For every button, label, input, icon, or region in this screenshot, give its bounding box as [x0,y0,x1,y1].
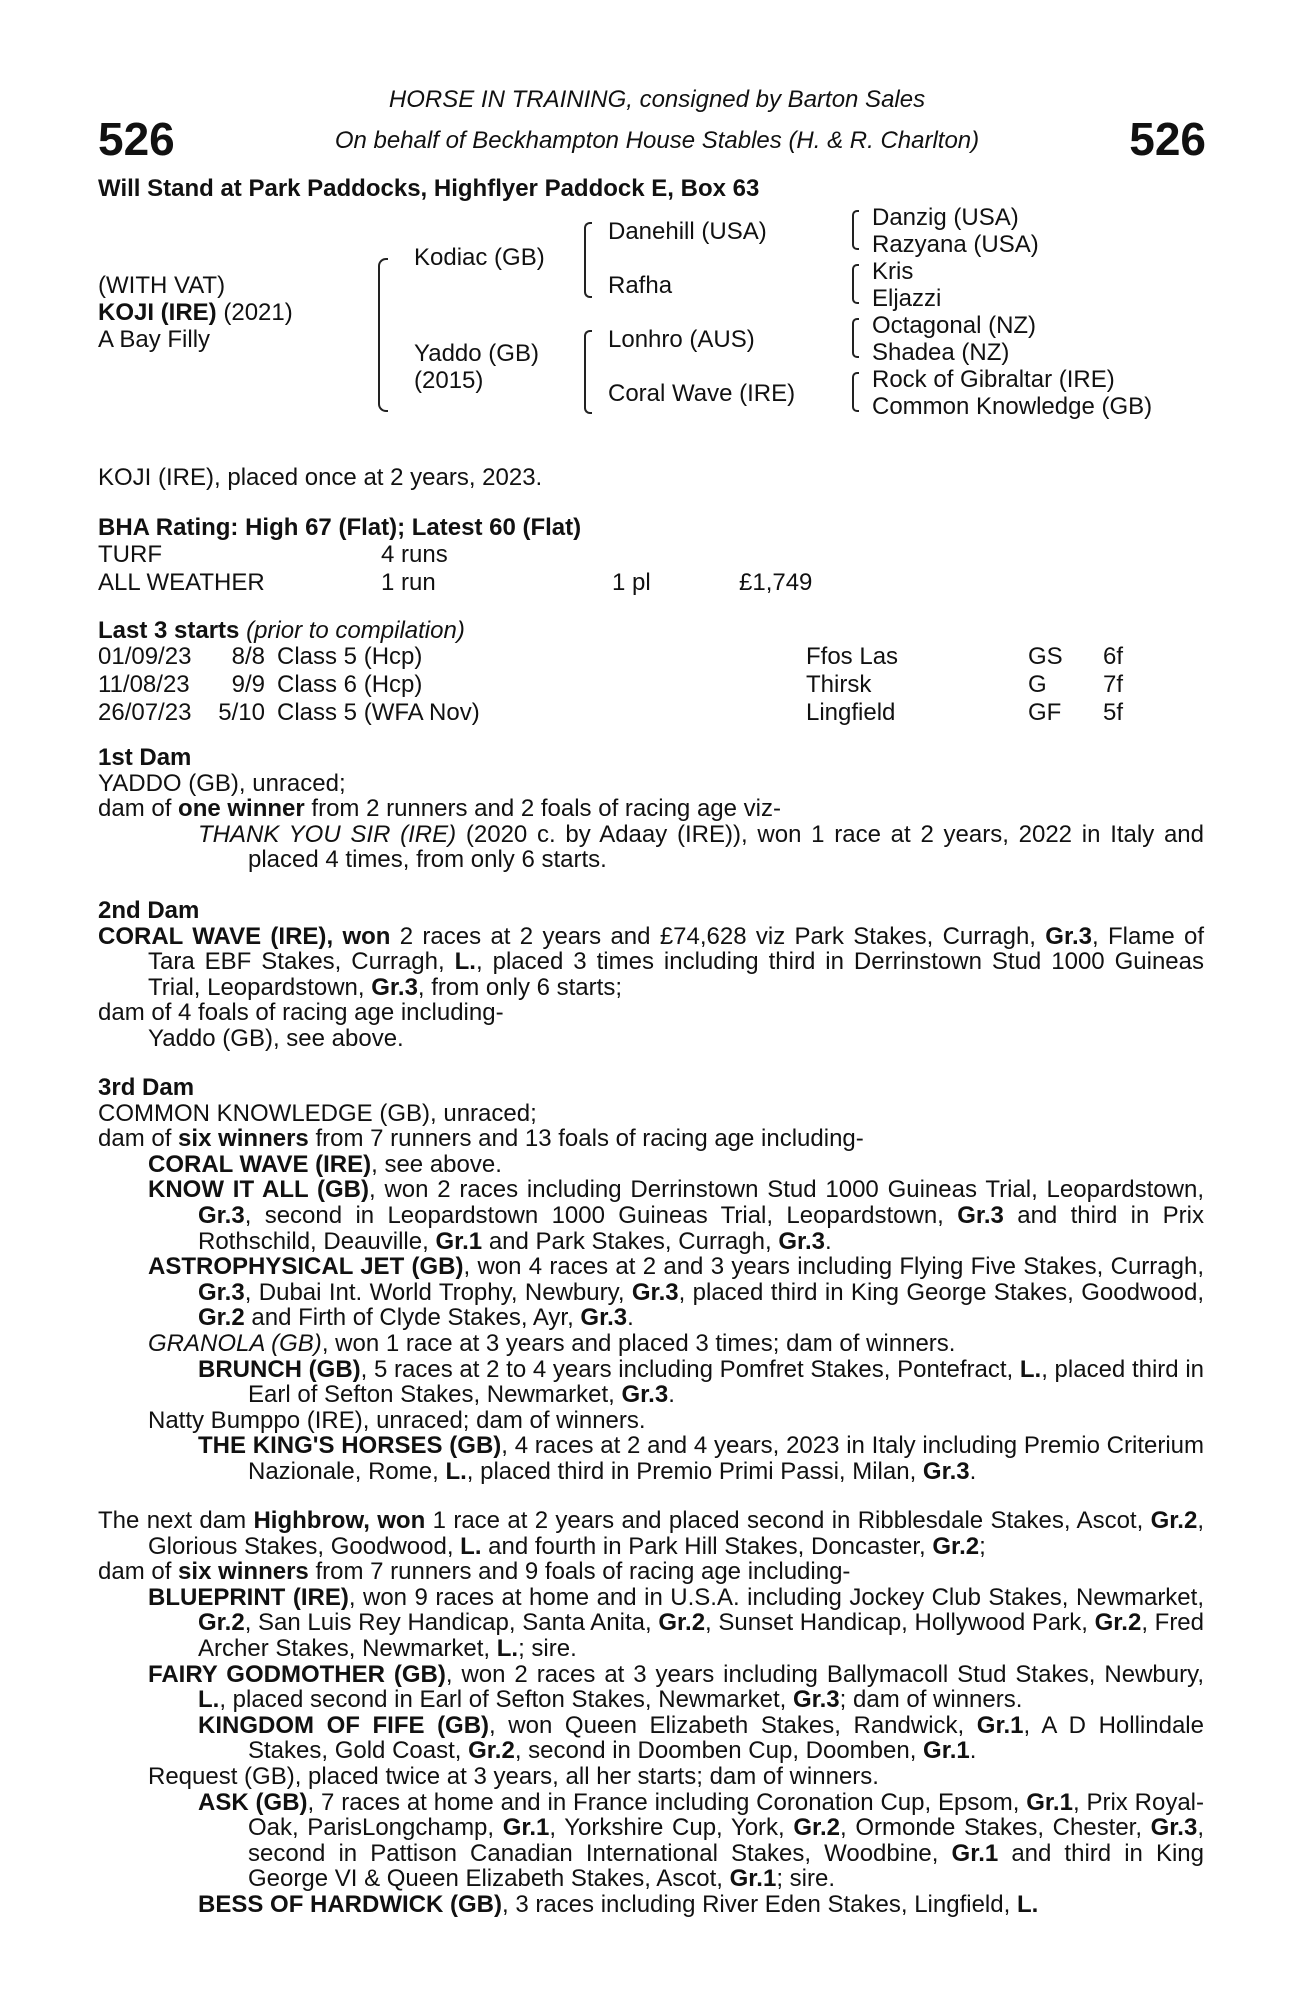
start-date: 11/08/23 [98,671,190,698]
rating-table [98,541,812,597]
text: , placed third in Earl of Sefton Stakes, Newmarket, [248,1355,1204,1409]
horse-name: BLUEPRINT (IRE) [148,1583,349,1611]
start-position: 9/9 [231,671,265,698]
text: and third in King George VI & Queen Elizabeth Stakes, Ascot, [248,1839,1204,1893]
text: , San Luis Rey Handicap, Santa Anita, [244,1609,659,1637]
text: , see above. [371,1150,502,1178]
produce-item: Request (GB), placed twice at 3 years, all her starts; dam of winners. [148,1762,879,1790]
grade: L. [454,948,476,976]
start-course: Ffos Las [806,643,899,670]
text: , Fred Archer Stakes, Newmarket, [198,1609,1205,1662]
start-going: G [1028,671,1047,698]
grade: Gr.1 [502,1814,550,1842]
third-dam-produce [98,1126,1204,1152]
brace-sd [852,264,859,304]
text: , Flame of Tara EBF Stakes, Curragh, [148,922,1205,976]
text: , A D Hollindale Stakes, Gold Coast, [248,1711,1204,1765]
text: dam of [98,1125,179,1153]
produce-item [98,1790,1204,1892]
produce-item [98,1713,1204,1764]
grade: L. [1019,1355,1042,1383]
text: , Sunset Handicap, Hollywood Park, [705,1609,1095,1637]
text: , won 9 races at home and in U.S.A. including Jockey Club Stakes, Newmarket, [348,1583,1204,1611]
horse-name: ASTROPHYSICAL JET (GB) [148,1253,464,1281]
vat-note: (WITH VAT) [98,272,226,299]
grade: Gr.3 [957,1201,1004,1229]
text: from 7 runners and 9 foals of racing age including- [308,1558,851,1586]
grade: Gr.3 [631,1278,679,1306]
grade: Gr.2 [793,1814,841,1842]
first-dam-section [98,745,1204,873]
produce-item [98,1152,1204,1178]
brace-ds [852,318,859,358]
next-dam-produce [98,1559,1204,1585]
third-dam-line: COMMON KNOWLEDGE (GB), unraced; [98,1099,537,1127]
dd-dam: Common Knowledge (GB) [872,393,1153,420]
second-dam-produce: dam of 4 foals of racing age including- [98,999,504,1027]
surface: TURF [98,541,162,568]
grade: Gr.3 [1150,1814,1198,1842]
sire: Kodiac (GB) [414,244,545,271]
text: The next dam [98,1507,254,1534]
table-row [98,643,1123,671]
text: , second in Leopardstown 1000 Guineas Trial, Leopardstown, [244,1201,958,1229]
grade: Gr.3 [792,1686,840,1714]
text: . [627,1304,634,1332]
grade: Gr.2 [198,1304,245,1332]
brace-dd [852,372,859,412]
text: dam of [98,795,179,823]
ss-dam: Razyana (USA) [872,231,1039,258]
grade: Gr.3 [198,1278,245,1306]
consignor-line: HORSE IN TRAINING, consigned by Barton Sales [388,86,926,113]
winners-count: six winners [178,1125,309,1153]
horse-name: BRUNCH (GB) [198,1355,361,1383]
horse-name-line [98,299,293,327]
grade: L. [1016,1890,1039,1918]
runs: 1 run [381,569,436,596]
start-date: 26/07/23 [98,699,192,726]
produce-item [98,1357,1204,1408]
text: , 5 races at 2 to 4 years including Pomfret Stakes, Pontefract, [360,1355,1020,1383]
start-distance: 7f [1103,671,1124,698]
grade: Gr.3 [580,1304,628,1332]
text: , Dubai Int. World Trophy, Newbury, [244,1278,632,1306]
horse-name: FAIRY GODMOTHER (GB) [148,1660,446,1688]
grade: Gr.2 [932,1532,980,1560]
text: and Firth of Clyde Stakes, Ayr, [244,1304,581,1332]
text: , Prix Royal-Oak, ParisLongchamp, [248,1788,1205,1842]
grade: Gr.3 [1045,922,1092,950]
third-dam-section [98,1075,1204,1485]
text: , second in Doomben Cup, Doomben, [514,1737,924,1765]
starts-note: (prior to compilation) [239,617,465,644]
table-row [98,699,1123,727]
grade: Gr.2 [468,1737,515,1765]
second-dam-section [98,898,1204,1052]
start-race: Class 5 (Hcp) [277,643,423,670]
start-date: 01/09/23 [98,643,192,670]
stand-location: Will Stand at Park Paddocks, Highflyer Paddock E, Box 63 [98,175,760,202]
table-row [98,541,812,569]
dam-sire: Lonhro (AUS) [608,326,755,353]
prize: £1,749 [739,569,813,596]
start-race: Class 6 (Hcp) [277,671,423,698]
text: ; sire. [776,1865,835,1893]
start-course: Thirsk [806,671,872,698]
winners-count: six winners [178,1558,309,1586]
grade: L. [496,1634,519,1662]
start-race: Class 5 (WFA Nov) [277,699,480,726]
text: from 2 runners and 2 foals of racing age viz- [304,795,781,823]
rating-title: BHA Rating: High 67 (Flat); Latest 60 (Flat) [98,514,582,541]
start-position: 8/8 [231,643,265,670]
produce-item [98,1177,1204,1254]
second-dam-record [98,924,1204,1001]
start-distance: 5f [1103,699,1124,726]
horse-name: THE KING'S HORSES (GB) [198,1432,502,1460]
starts-title: Last 3 starts [98,617,240,644]
foal-name: THANK YOU SIR (IRE) [198,820,457,848]
grade: L. [445,1457,467,1485]
horse-name: ASK (GB) [198,1788,308,1816]
produce-item [98,1254,1204,1331]
text: , won 2 races at 3 years including Ballymacoll Stud Stakes, Newbury, [445,1660,1204,1688]
text: dam of [98,1558,179,1586]
starts-table [98,643,1123,727]
starts-title-line [98,617,465,645]
dd-sire: Rock of Gibraltar (IRE) [872,366,1115,393]
text: , won 4 races at 2 and 3 years including Flying Five Stakes, Curragh, [463,1253,1204,1281]
text: and third in Prix Rothschild, Deauville, [198,1201,1204,1255]
text: . [969,1737,977,1765]
runs: 4 runs [381,541,448,568]
text: ; [979,1532,986,1560]
text: , [326,922,343,950]
text: , 3 races including River Eden Stakes, Lingfield, [501,1890,1017,1918]
horse-name: KNOW IT ALL (GB) [148,1176,369,1204]
sire-sire: Danehill (USA) [608,218,767,245]
sire-dam: Rafha [608,272,673,299]
race-summary: KOJI (IRE), placed once at 2 years, 2023. [98,464,543,491]
horse-name: CORAL WAVE (IRE) [148,1150,372,1178]
text: . [825,1227,832,1255]
lot-number-left: 526 [98,113,175,165]
text: , Glorious Stakes, Goodwood, [148,1507,1204,1560]
grade: Gr.2 [1094,1609,1142,1637]
text: , placed second in Earl of Sefton Stakes, Newmarket, [219,1686,793,1714]
first-dam-title: 1st Dam [98,744,192,771]
text: , won 1 race at 3 years and placed 3 times; dam of winners. [321,1329,956,1357]
grade: Gr.2 [658,1609,706,1637]
brace-dam [584,330,592,414]
text: , Yorkshire Cup, York, [549,1814,794,1842]
produce-item [98,1662,1204,1713]
grade: Gr.1 [923,1737,970,1765]
text: 2 races at 2 years and £74,628 viz Park Stakes, Curragh, [390,922,1046,950]
grade: Gr.1 [435,1227,483,1255]
second-dam-foal: Yaddo (GB), see above. [148,1024,404,1052]
start-going: GF [1028,699,1062,726]
next-dam-record [98,1508,1204,1559]
table-row [98,671,1123,699]
text: , [363,1507,378,1534]
text: , placed 3 times including third in Derrinstown Stud 1000 Guineas Trial, Leopardstown, [148,948,1204,1001]
surface: ALL WEATHER [98,569,265,596]
places [612,541,739,569]
dam: Yaddo (GB) [414,340,539,367]
start-course: Lingfield [806,699,896,726]
ds-sire: Octagonal (NZ) [872,312,1037,339]
start-position: 5/10 [218,699,265,726]
text: 1 race at 2 years and placed second in Ribblesdale Stakes, Ascot, [425,1507,1151,1534]
text: won [377,1507,426,1534]
brace-ss [852,210,859,250]
dam-dam: Coral Wave (IRE) [608,380,796,407]
next-dam-section [98,1508,1204,1918]
text: , 7 races at home and in France including Coronation Cup, Epsom, [307,1788,1027,1816]
produce-item: Natty Bumppo (IRE), unraced; dam of winners. [148,1406,646,1434]
text: ; dam of winners. [839,1686,1023,1714]
grade: Gr.1 [1026,1788,1073,1816]
grade: Gr.2 [198,1609,245,1637]
text: , won 2 races including Derrinstown Stud 1000 Guineas Trial, Leopardstown, [369,1176,1204,1204]
text: . [668,1381,675,1409]
first-dam-line: YADDO (GB), unraced; [98,769,346,797]
on-behalf-line: On behalf of Beckhampton House Stables (H. & R. Charlton) [334,127,980,154]
dam-year: (2015) [414,367,484,394]
grade: L. [198,1686,220,1714]
text: , 4 races at 2 and 4 years, 2023 in Italy including Premio Criterium Nazionale, Rome, [248,1432,1204,1485]
grade: Gr.3 [778,1227,826,1255]
lot-number-right: 526 [1129,113,1206,165]
text: , placed third in King George Stakes, Goodwood, [678,1278,1204,1306]
grade: Gr.3 [198,1201,245,1229]
horse-description: A Bay Filly [98,326,211,353]
sd-dam: Eljazzi [872,285,942,312]
text: won [342,922,391,950]
grade: Gr.2 [1150,1507,1198,1534]
produce-item [98,1585,1204,1662]
grade: Gr.1 [976,1711,1024,1739]
first-dam-produce [98,796,1204,822]
prize [739,541,812,569]
grade: Gr.1 [951,1839,999,1867]
dam-name: Highbrow [253,1507,364,1534]
horse-name: KINGDOM OF FIFE (GB) [198,1711,490,1739]
second-dam-title: 2nd Dam [98,897,200,924]
produce-item [98,1892,1204,1918]
text: , second in Pattison Canadian International Stakes, Woodbine, [248,1814,1204,1867]
dam-name: CORAL WAVE (IRE) [98,922,327,950]
brace-sire [584,222,592,298]
ss-sire: Danzig (USA) [872,204,1019,231]
first-dam-foal [98,822,1204,873]
grade: Gr.3 [922,1457,970,1485]
third-dam-title: 3rd Dam [98,1074,195,1101]
winners-count: one winner [178,795,305,823]
produce-item [98,1433,1204,1484]
places: 1 pl [612,569,651,596]
text: and fourth in Park Hill Stakes, Doncaster, [481,1532,933,1560]
brace-main [378,258,388,412]
grade: Gr.3 [371,973,418,1001]
horse-year: (2021) [216,299,293,326]
start-going: GS [1028,643,1063,670]
text: . [969,1457,977,1485]
horse-name: GRANOLA (GB) [148,1329,322,1357]
text: from 7 runners and 13 foals of racing age including- [308,1125,864,1153]
text: , from only 6 starts; [417,973,622,1001]
horse-name: BESS OF HARDWICK (GB) [198,1890,502,1918]
table-row [98,569,812,597]
horse-name: KOJI (IRE) [98,299,217,326]
text: , won Queen Elizabeth Stakes, Randwick, [489,1711,977,1739]
grade: L. [460,1532,482,1560]
grade: Gr.3 [621,1381,669,1409]
text: , placed third in Premio Primi Passi, Milan, [466,1457,923,1485]
text: and Park Stakes, Curragh, [482,1227,779,1255]
ds-dam: Shadea (NZ) [872,339,1010,366]
foal-record: (2020 c. by Adaay (IRE)), won 1 race at 2 years, 2022 in Italy and placed 4 times, from only 6 starts. [248,820,1204,874]
text: ; sire. [518,1634,577,1662]
text: , Ormonde Stakes, Chester, [840,1814,1151,1842]
sd-sire: Kris [872,258,914,285]
start-distance: 6f [1103,643,1124,670]
grade: Gr.1 [729,1865,777,1893]
produce-item [98,1331,1204,1357]
